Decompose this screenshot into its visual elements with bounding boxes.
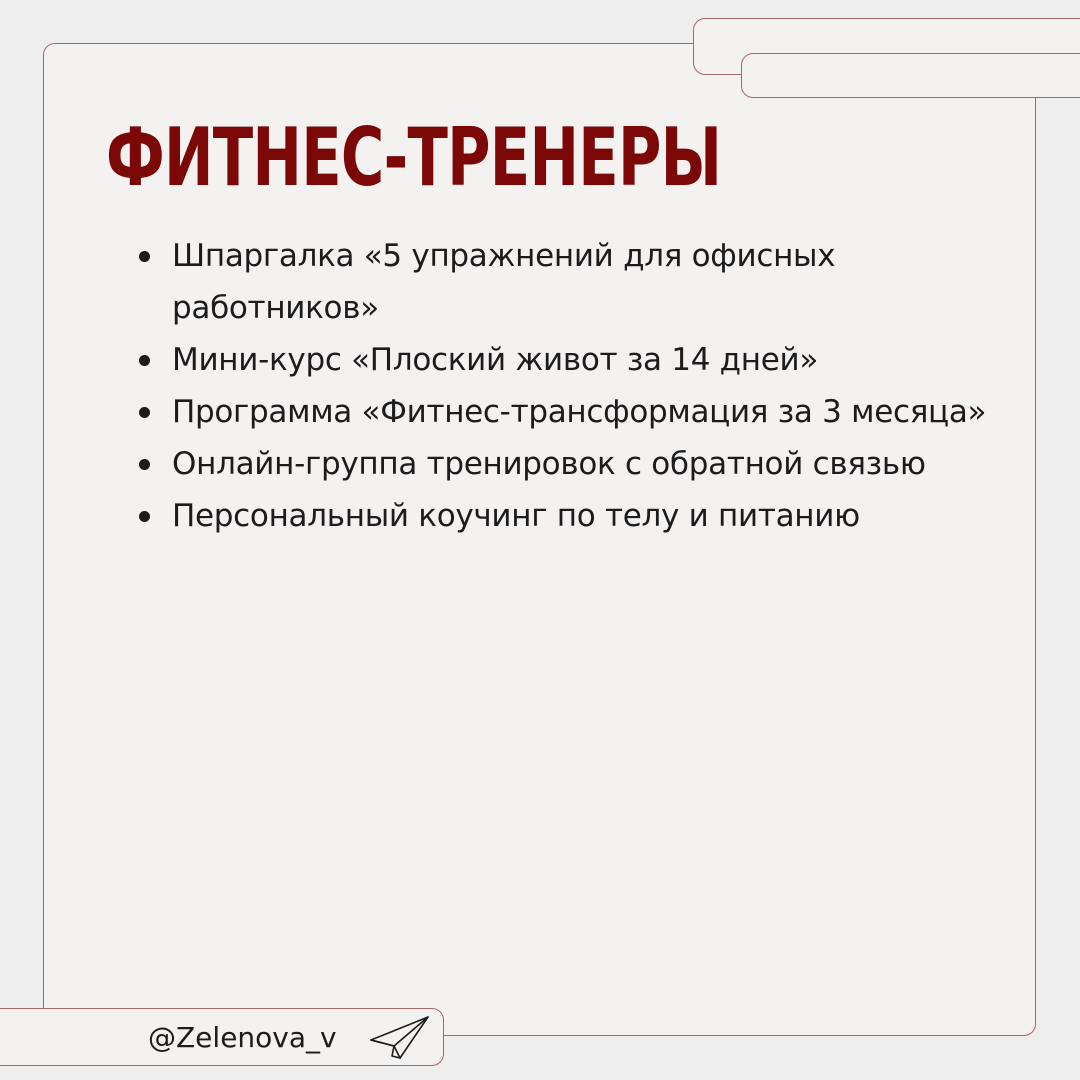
list-item: [172, 386, 1022, 438]
list-item-text: Персональный коучинг по телу и питанию: [172, 498, 860, 534]
list-item: [172, 230, 1022, 334]
bullet-icon: [139, 459, 150, 470]
bullet-icon: [139, 355, 150, 366]
offer-list: [126, 230, 1022, 542]
decorative-tab-inner: [741, 53, 1080, 98]
list-item: [172, 334, 1022, 386]
list-item-text: Шпаргалка «5 упражнений для офисных работников»: [172, 238, 836, 326]
paper-plane-icon[interactable]: [368, 1012, 432, 1062]
list-item: [172, 438, 1022, 490]
list-item: [172, 490, 1022, 542]
author-handle[interactable]: @Zelenova_v: [148, 1021, 337, 1054]
list-item-text: Онлайн-группа тренировок с обратной связью: [172, 446, 926, 482]
bullet-icon: [139, 251, 150, 262]
bullet-icon: [139, 511, 150, 522]
list-item-text: Мини-курс «Плоский живот за 14 дней»: [172, 342, 819, 378]
page-title: ФИТНЕС-ТРЕНЕРЫ: [106, 111, 722, 204]
list-item-text: Программа «Фитнес-трансформация за 3 месяца»: [172, 394, 987, 430]
bullet-icon: [139, 407, 150, 418]
